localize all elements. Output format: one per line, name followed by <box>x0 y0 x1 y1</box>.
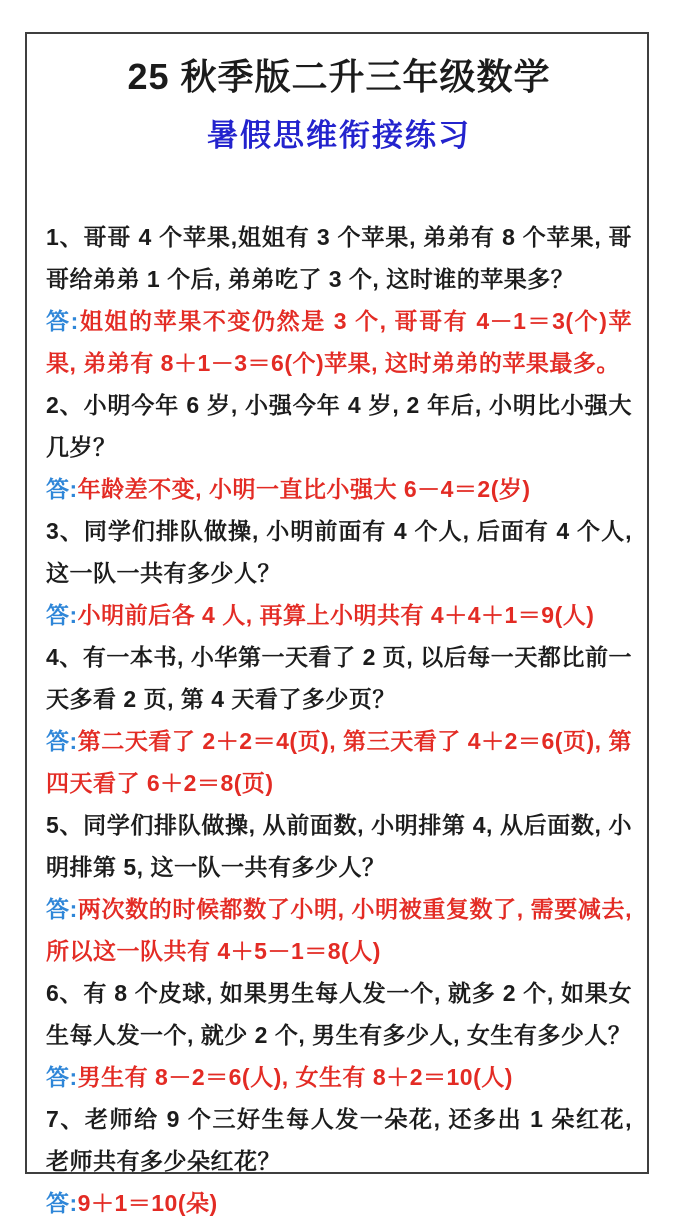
answer-text: 男生有 8－2＝6(人), 女生有 8＋2＝10(人) <box>77 1064 513 1090</box>
answer-prefix: 答: <box>46 1190 78 1216</box>
question-text: 4、有一本书, 小华第一天看了 2 页, 以后每一天都比前一天多看 2 页, 第 4 天看了多少页？ <box>46 644 632 712</box>
worksheet-page <box>25 32 649 1216</box>
answer-text: 小明前后各 4 人, 再算上小明共有 4＋4＋1＝9(人) <box>77 602 595 628</box>
question-text: 5、同学们排队做操, 从前面数, 小明排第 4, 从后面数, 小明排第 5, 这一队一共有多少人？ <box>46 812 632 880</box>
answer-text: 两次数的时候都数了小明, 小明被重复数了, 需要减去, 所以这一队共有 4＋5－1＝8(人) <box>46 896 632 964</box>
answer-line <box>46 1056 632 1098</box>
answer-line <box>46 720 632 804</box>
answer-prefix: 答: <box>46 602 78 628</box>
question-text: 7、老师给 9 个三好生每人发一朵花, 还多出 1 朵红花, 老师共有多少朵红花？ <box>46 1106 632 1174</box>
answer-text: 姐姐的苹果不变仍然是 3 个, 哥哥有 4－1＝3(个)苹果, 弟弟有 8＋1－3＝6(个)苹果, 这时弟弟的苹果最多。 <box>46 308 632 376</box>
answer-line <box>46 888 632 972</box>
answer-line <box>46 300 632 384</box>
answer-text: 年龄差不变, 小明一直比小强大 6－4＝2(岁) <box>77 476 531 502</box>
answer-text: 9＋1＝10(朵) <box>77 1190 218 1216</box>
question-text: 3、同学们排队做操, 小明前面有 4 个人, 后面有 4 个人, 这一队一共有多少人？ <box>46 518 632 586</box>
answer-line <box>46 1182 632 1224</box>
answer-prefix: 答: <box>46 896 78 922</box>
page-subtitle: 暑假思维衔接练习 <box>207 118 471 153</box>
answer-prefix: 答: <box>46 476 78 502</box>
page-title: 25 秋季版二升三年级数学 <box>127 56 551 97</box>
problem-list <box>46 216 632 1224</box>
answer-line <box>46 468 632 510</box>
answer-text: 第二天看了 2＋2＝4(页), 第三天看了 4＋2＝6(页), 第四天看了 6＋2＝8(页) <box>46 728 632 796</box>
question-text: 6、有 8 个皮球, 如果男生每人发一个, 就多 2 个, 如果女生每人发一个, 就少 2 个, 男生有多少人, 女生有多少人？ <box>46 980 632 1048</box>
answer-prefix: 答: <box>46 308 79 334</box>
answer-prefix: 答: <box>46 1064 78 1090</box>
question-text: 2、小明今年 6 岁, 小强今年 4 岁, 2 年后, 小明比小强大几岁？ <box>46 392 632 460</box>
answer-line <box>46 594 632 636</box>
question-text: 1、哥哥 4 个苹果,姐姐有 3 个苹果, 弟弟有 8 个苹果, 哥哥给弟弟 1 个后, 弟弟吃了 3 个, 这时谁的苹果多？ <box>46 224 632 292</box>
answer-prefix: 答: <box>46 728 78 754</box>
